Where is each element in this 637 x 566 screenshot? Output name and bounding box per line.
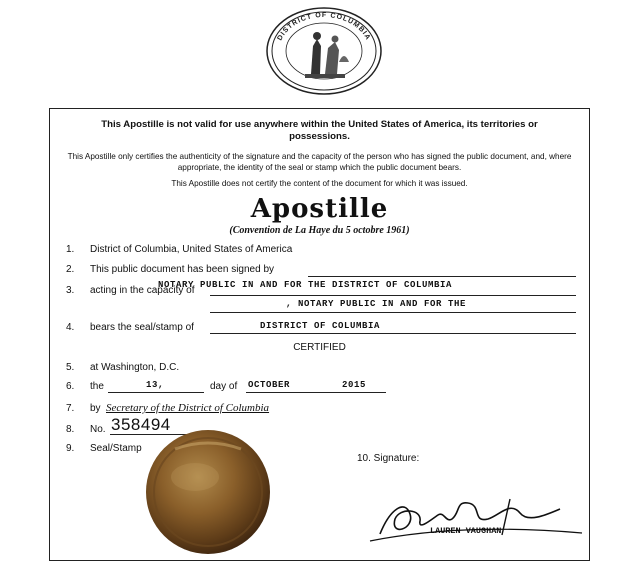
signature-label: 10. Signature: — [357, 453, 420, 464]
embossed-seal — [145, 429, 271, 555]
district-seal-top — [265, 6, 383, 96]
item-number: 7. — [66, 403, 75, 414]
by-label: by — [90, 403, 101, 414]
signed-by-label: This public document has been signed by — [90, 264, 275, 275]
capacity-label: acting in the capacity of — [90, 285, 195, 296]
item-number: 3. — [66, 285, 75, 296]
handwritten-signature — [360, 489, 585, 549]
signed-by-line — [308, 276, 576, 277]
content-disclaimer: This Apostille does not certify the content of the document for which it was issued. — [171, 179, 468, 188]
convention-subtitle: (Convention de La Haye du 5 octobre 1961) — [229, 225, 410, 236]
capacity-line-2 — [210, 312, 576, 313]
item-number: 2. — [66, 264, 75, 275]
country-line: District of Columbia, United States of America — [90, 244, 293, 255]
seal-of-value: DISTRICT OF COLUMBIA — [260, 321, 381, 331]
capacity-line — [210, 295, 576, 296]
item-number: 8. — [66, 424, 75, 435]
seal-stamp-label: Seal/Stamp — [90, 443, 142, 454]
apostille-certificate — [49, 108, 590, 561]
certification-statement: This Apostille only certifies the authenticity of the signature and the capacity of the person who has signed the public document, and, where appropriate, the identity of the seal or stamp which the public document bears. — [67, 152, 572, 172]
number-label: No. — [90, 424, 106, 435]
svg-text:DISTRICT OF COLUMBIA: DISTRICT OF COLUMBIA — [276, 11, 372, 42]
signer-name: LAUREN VAUGHAN — [430, 526, 502, 536]
month-year-line — [246, 392, 386, 393]
date-the-label: the — [90, 381, 104, 392]
date-month: OCTOBER — [248, 380, 291, 390]
item-number: 5. — [66, 362, 75, 373]
item-number: 9. — [66, 443, 75, 454]
capacity-value-continued: , NOTARY PUBLIC IN AND FOR THE — [286, 299, 467, 309]
certified-heading: CERTIFIED — [293, 342, 346, 353]
document-title: Apostille — [250, 194, 389, 224]
date-year: 2015 — [342, 380, 367, 390]
seal-of-label: bears the seal/stamp of — [90, 322, 194, 333]
item-number: 6. — [66, 381, 75, 392]
day-line — [108, 392, 204, 393]
place-line: at Washington, D.C. — [90, 362, 180, 373]
day-of-label: day of — [210, 381, 238, 392]
item-number: 4. — [66, 322, 75, 333]
capacity-value: NOTARY PUBLIC IN AND FOR THE DISTRICT OF COLUMBIA — [158, 280, 453, 290]
apostille-number: 358494 — [111, 415, 171, 434]
date-day: 13, — [146, 380, 165, 390]
validity-warning: This Apostille is not valid for use anywhere within the United States of America, its territories or possessions. — [101, 119, 538, 142]
item-number: 1. — [66, 244, 75, 255]
seal-of-line — [210, 333, 576, 334]
issuing-authority: Secretary of the District of Columbia — [106, 402, 270, 414]
